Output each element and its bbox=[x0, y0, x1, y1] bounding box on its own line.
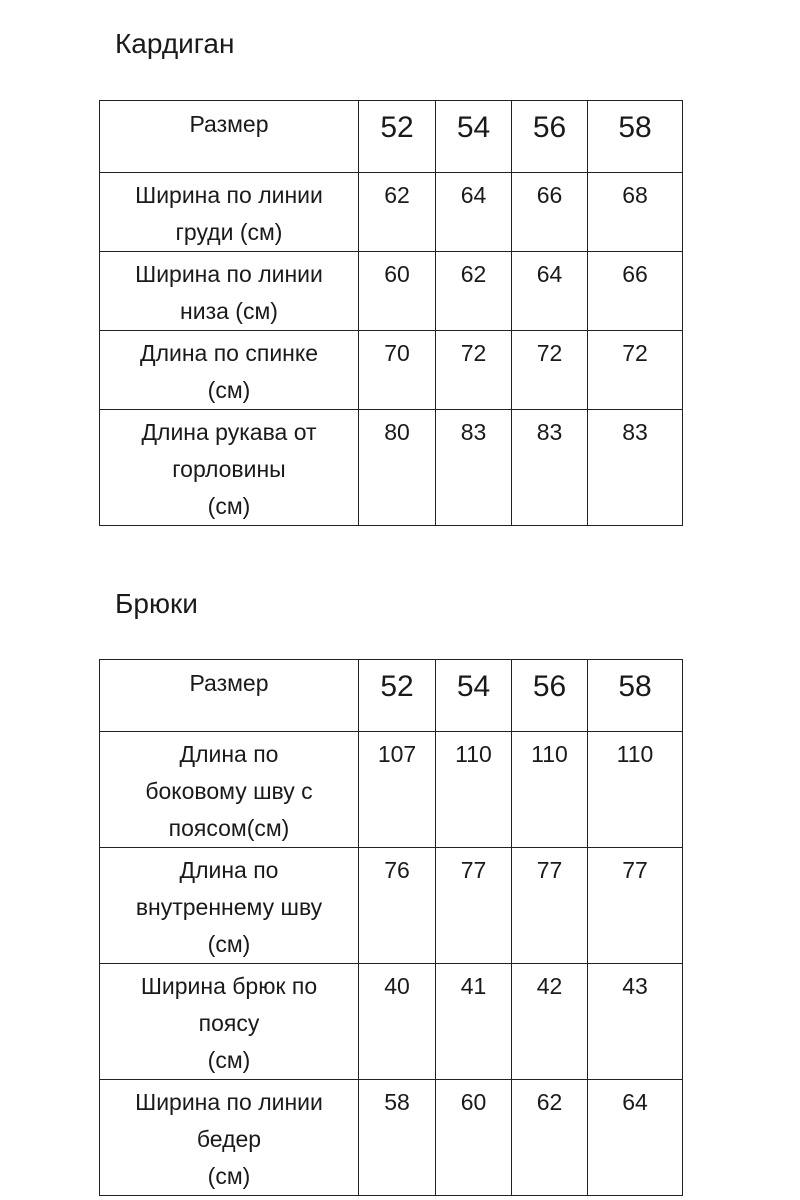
row-label bbox=[100, 1080, 359, 1196]
value-cell: 72 bbox=[436, 331, 512, 410]
value-cell: 62 bbox=[512, 1080, 588, 1196]
value-cell: 66 bbox=[588, 252, 683, 331]
row-label-line: Длина по bbox=[179, 857, 279, 883]
row-label-line: Длина по спинке bbox=[140, 340, 318, 366]
row-label-line: внутреннему шву bbox=[135, 894, 323, 920]
size-54: 54 bbox=[436, 660, 512, 732]
size-58: 58 bbox=[588, 660, 683, 732]
table-row bbox=[100, 1080, 683, 1196]
value-cell: 72 bbox=[512, 331, 588, 410]
row-label bbox=[100, 732, 359, 848]
value-cell: 110 bbox=[436, 732, 512, 848]
value-cell: 60 bbox=[359, 252, 436, 331]
value-cell: 42 bbox=[512, 964, 588, 1080]
value-cell: 58 bbox=[359, 1080, 436, 1196]
header-label: Размер bbox=[100, 101, 359, 173]
value-cell: 76 bbox=[359, 848, 436, 964]
size-52: 52 bbox=[359, 101, 436, 173]
row-label-line: поясом(см) bbox=[168, 815, 290, 841]
table-row bbox=[100, 732, 683, 848]
row-label-line: низа (см) bbox=[180, 298, 278, 324]
value-cell: 64 bbox=[436, 173, 512, 252]
size-54: 54 bbox=[436, 101, 512, 173]
value-cell: 43 bbox=[588, 964, 683, 1080]
header-label: Размер bbox=[100, 660, 359, 732]
row-label bbox=[100, 848, 359, 964]
value-cell: 40 bbox=[359, 964, 436, 1080]
row-label-line: Ширина по линии bbox=[135, 182, 323, 208]
value-cell: 77 bbox=[588, 848, 683, 964]
value-cell: 110 bbox=[588, 732, 683, 848]
size-56: 56 bbox=[512, 101, 588, 173]
cardigan-size-table bbox=[99, 100, 683, 526]
row-label bbox=[100, 331, 359, 410]
row-label-line: (см) bbox=[207, 493, 251, 519]
value-cell: 77 bbox=[436, 848, 512, 964]
row-label bbox=[100, 173, 359, 252]
table-row bbox=[100, 410, 683, 526]
value-cell: 72 bbox=[588, 331, 683, 410]
value-cell: 68 bbox=[588, 173, 683, 252]
value-cell: 62 bbox=[436, 252, 512, 331]
value-cell: 70 bbox=[359, 331, 436, 410]
value-cell: 83 bbox=[588, 410, 683, 526]
row-label-line: (см) bbox=[207, 931, 251, 957]
table-row bbox=[100, 173, 683, 252]
table-row bbox=[100, 252, 683, 331]
row-label-line: боковому шву с bbox=[145, 778, 313, 804]
size-58: 58 bbox=[588, 101, 683, 173]
row-label-line: Ширина по линии bbox=[135, 261, 323, 287]
row-label-line: (см) bbox=[207, 1047, 251, 1073]
table-row bbox=[100, 848, 683, 964]
value-cell: 64 bbox=[512, 252, 588, 331]
value-cell: 60 bbox=[436, 1080, 512, 1196]
value-cell: 66 bbox=[512, 173, 588, 252]
value-cell: 41 bbox=[436, 964, 512, 1080]
value-cell: 83 bbox=[436, 410, 512, 526]
table-header-row bbox=[100, 101, 683, 173]
row-label-line: горловины bbox=[172, 456, 286, 482]
size-52: 52 bbox=[359, 660, 436, 732]
value-cell: 64 bbox=[588, 1080, 683, 1196]
value-cell: 62 bbox=[359, 173, 436, 252]
row-label-line: Длина рукава от bbox=[141, 419, 317, 445]
value-cell: 83 bbox=[512, 410, 588, 526]
table-row bbox=[100, 331, 683, 410]
row-label-line: (см) bbox=[207, 1163, 251, 1189]
trousers-size-table bbox=[99, 659, 683, 1196]
value-cell: 80 bbox=[359, 410, 436, 526]
table-row bbox=[100, 964, 683, 1080]
size-56: 56 bbox=[512, 660, 588, 732]
row-label-line: (см) bbox=[207, 377, 251, 403]
row-label-line: бедер bbox=[196, 1126, 262, 1152]
row-label-line: груди (см) bbox=[175, 219, 283, 245]
value-cell: 110 bbox=[512, 732, 588, 848]
row-label-line: Ширина по линии bbox=[135, 1089, 323, 1115]
row-label bbox=[100, 964, 359, 1080]
value-cell: 107 bbox=[359, 732, 436, 848]
table-header-row bbox=[100, 660, 683, 732]
row-label-line: поясу bbox=[198, 1010, 260, 1036]
row-label bbox=[100, 252, 359, 331]
value-cell: 77 bbox=[512, 848, 588, 964]
row-label-line: Длина по bbox=[179, 741, 279, 767]
trousers-title: Брюки bbox=[115, 588, 198, 619]
row-label bbox=[100, 410, 359, 526]
row-label-line: Ширина брюк по bbox=[140, 973, 318, 999]
cardigan-title: Кардиган bbox=[115, 28, 235, 59]
